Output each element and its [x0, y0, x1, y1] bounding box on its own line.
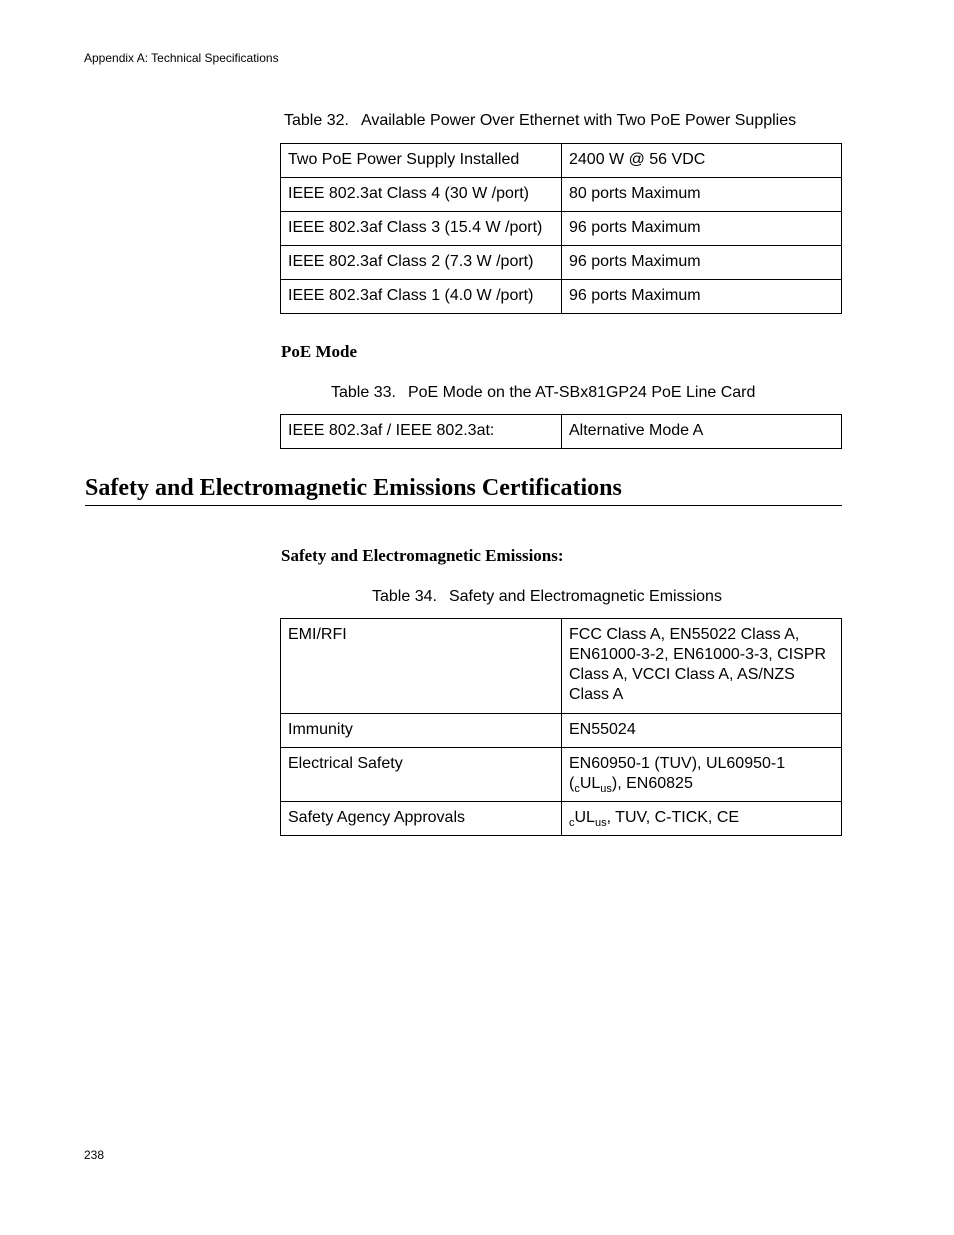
section-subheading: Safety and Electromagnetic Emissions: — [281, 546, 564, 565]
table-cell: Two PoE Power Supply Installed — [281, 144, 562, 178]
electrical-value-open: ( — [569, 775, 575, 792]
table-34-number: Table 34. — [372, 588, 437, 605]
table-row — [281, 280, 842, 314]
electrical-value-line1: EN60950-1 (TUV), UL60950-1 — [569, 755, 786, 772]
table-34-caption — [372, 588, 722, 606]
table-cell: IEEE 802.3at Class 4 (30 W /port) — [281, 178, 562, 212]
table-34-title: Safety and Electromagnetic Emissions — [448, 588, 722, 605]
table-32-title: Available Power Over Ethernet with Two PoE Power Supplies — [360, 112, 797, 129]
table-row — [281, 415, 842, 449]
table-row — [281, 748, 842, 802]
table-cell: Immunity — [281, 714, 562, 748]
table-cell: Alternative Mode A — [562, 415, 842, 449]
table-cell — [562, 802, 842, 836]
agency-rest: , TUV, C-TICK, CE — [606, 809, 740, 826]
table-34 — [280, 618, 842, 836]
table-32-number: Table 32. — [284, 112, 349, 129]
table-cell: IEEE 802.3af / IEEE 802.3at: — [281, 415, 562, 449]
agency-sub-us: us — [594, 817, 607, 829]
electrical-sub-c: c — [574, 783, 580, 795]
table-33-number: Table 33. — [331, 384, 396, 401]
electrical-sub-us: us — [600, 783, 612, 795]
table-32 — [280, 143, 842, 314]
table-row — [281, 802, 842, 836]
table-cell: Electrical Safety — [281, 748, 562, 802]
table-cell — [562, 748, 842, 802]
table-row — [281, 178, 842, 212]
table-row — [281, 212, 842, 246]
table-cell: IEEE 802.3af Class 2 (7.3 W /port) — [281, 246, 562, 280]
table-33-title: PoE Mode on the AT-SBx81GP24 PoE Line Card — [407, 384, 756, 401]
table-cell: IEEE 802.3af Class 1 (4.0 W /port) — [281, 280, 562, 314]
running-header: Appendix A: Technical Specifications — [84, 51, 279, 65]
table-cell: Safety Agency Approvals — [281, 802, 562, 836]
table-cell: 96 ports Maximum — [562, 280, 842, 314]
table-cell: EMI/RFI — [281, 619, 562, 714]
table-cell: 80 ports Maximum — [562, 178, 842, 212]
table-cell: 96 ports Maximum — [562, 212, 842, 246]
poe-mode-heading: PoE Mode — [281, 342, 358, 361]
page-number: 238 — [84, 1148, 105, 1162]
table-33-caption — [331, 384, 755, 402]
agency-ul: UL — [574, 809, 595, 826]
electrical-value-close: ), EN60825 — [611, 775, 693, 792]
table-cell: FCC Class A, EN55022 Class A, EN61000-3-2, EN61000-3-3, CISPR Class A, VCCI Class A, AS/NZS Class A — [562, 619, 842, 714]
electrical-ul: UL — [579, 775, 601, 792]
table-cell: EN55024 — [562, 714, 842, 748]
section-title: Safety and Electromagnetic Emissions Certifications — [85, 473, 842, 506]
table-row — [281, 144, 842, 178]
table-row — [281, 246, 842, 280]
table-33 — [280, 414, 842, 449]
table-32-caption — [284, 112, 796, 130]
agency-sub-c: c — [569, 817, 575, 829]
table-cell: 2400 W @ 56 VDC — [562, 144, 842, 178]
table-cell: IEEE 802.3af Class 3 (15.4 W /port) — [281, 212, 562, 246]
table-row — [281, 619, 842, 714]
table-row — [281, 714, 842, 748]
table-cell: 96 ports Maximum — [562, 246, 842, 280]
